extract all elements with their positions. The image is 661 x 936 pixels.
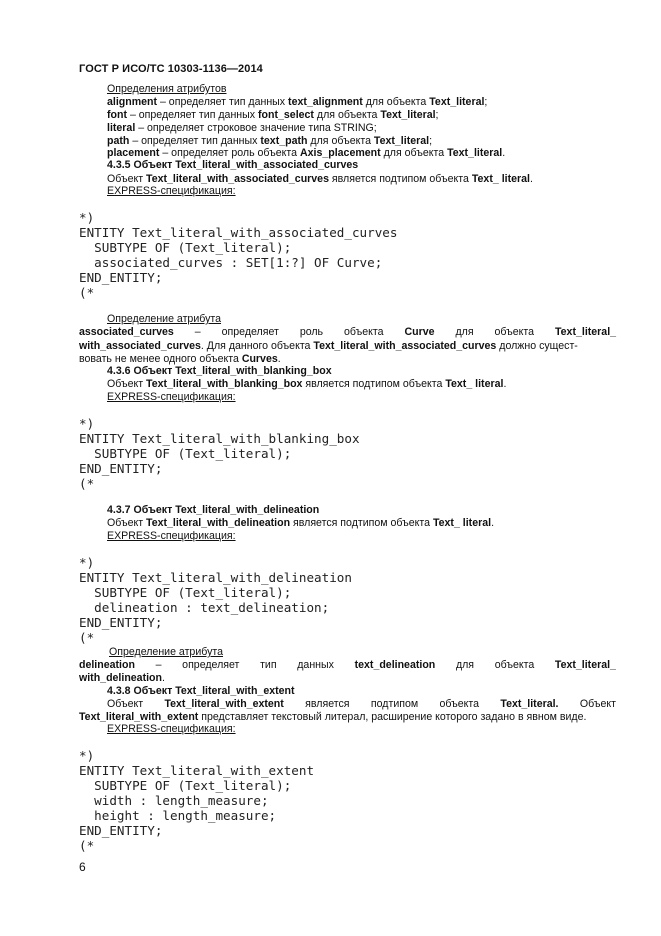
code-line: ENTITY Text_literal_with_delineation xyxy=(79,570,352,585)
code-line: SUBTYPE OF (Text_literal); xyxy=(79,778,292,793)
attr-definition-alignment: alignment – определяет тип данных text_alignment для объекта Text_literal; xyxy=(107,96,488,108)
section-4-3-8-line2: Text_literal_with_extent представляет текстовый литерал, расширение которого задано в явном виде. xyxy=(79,711,587,723)
word: Text_literal_ xyxy=(554,326,617,338)
word: роль xyxy=(299,326,324,338)
code-line: END_ENTITY; xyxy=(79,270,163,285)
section-4-3-8-code xyxy=(79,748,314,853)
code-line: END_ENTITY; xyxy=(79,461,163,476)
section-4-3-6-title: 4.3.6 Объект Text_literal_with_blanking_box xyxy=(107,365,332,377)
attr-definition-font: font – определяет тип данных font_select для объекта Text_literal; xyxy=(107,109,439,121)
word: объекта xyxy=(494,659,535,671)
code-line: ENTITY Text_literal_with_extent xyxy=(79,763,315,778)
code-line: (* xyxy=(79,838,95,853)
page-number: 6 xyxy=(79,860,86,874)
section-4-3-5-title: 4.3.5 Объект Text_literal_with_associated_curves xyxy=(107,159,359,171)
code-line: *) xyxy=(79,210,95,225)
code-line: END_ENTITY; xyxy=(79,615,163,630)
section-4-3-8-line1 xyxy=(107,697,616,711)
word: Text_literal_with_extent xyxy=(164,698,284,710)
word: является xyxy=(305,698,350,710)
word: данных xyxy=(297,659,334,671)
section-4-3-6-express-label: EXPRESS-спецификация: xyxy=(107,391,236,403)
section-4-3-8-title: 4.3.8 Объект Text_literal_with_extent xyxy=(107,685,295,697)
section-4-3-6-paragraph: Объект Text_literal_with_blanking_box является подтипом объекта Text_ literal. xyxy=(107,378,507,390)
attr-definition-path: path – определяет тип данных text_path для объекта Text_literal; xyxy=(107,135,433,147)
word: определяет xyxy=(221,326,279,338)
word: для xyxy=(455,326,474,338)
word: associated_curves xyxy=(79,326,174,338)
code-line: width : length_measure; xyxy=(79,793,269,808)
word: для xyxy=(455,659,475,671)
code-line: delineation : text_delineation; xyxy=(79,600,330,615)
section-4-3-5-paragraph: Объект Text_literal_with_associated_curves является подтипом объекта Text_ literal. xyxy=(107,173,533,185)
document-header: ГОСТ Р ИСО/ТС 10303-1136—2014 xyxy=(79,63,263,75)
section-4-3-7-title: 4.3.7 Объект Text_literal_with_delineation xyxy=(107,504,320,516)
code-line: *) xyxy=(79,748,95,763)
word: Объект xyxy=(579,698,616,710)
word: – xyxy=(155,659,162,671)
section-4-3-5-attr-line3: вовать не менее одного объекта Curves. xyxy=(79,353,281,365)
code-line: ENTITY Text_literal_with_associated_curves xyxy=(79,225,398,240)
code-line: (* xyxy=(79,285,95,300)
word: объекта xyxy=(439,698,480,710)
section-4-3-5-express-label: EXPRESS-спецификация: xyxy=(107,185,236,197)
section-4-3-7-attr-heading: Определение атрибута xyxy=(109,646,224,658)
section-4-3-5-attr-line2: with_associated_curves. Для данного объекта Text_literal_with_associated_curves должно сущест- xyxy=(79,340,578,352)
section-4-3-7-attr-line1 xyxy=(79,658,616,672)
section-4-3-5-code xyxy=(79,210,397,300)
word: тип xyxy=(260,659,277,671)
section-4-3-5-attr-line1 xyxy=(79,325,616,339)
word: – xyxy=(194,326,201,338)
code-line: END_ENTITY; xyxy=(79,823,163,838)
word: text_delineation xyxy=(354,659,436,671)
word: Text_literal_ xyxy=(554,659,616,671)
code-line: SUBTYPE OF (Text_literal); xyxy=(79,446,292,461)
section-4-3-7-attr-line2: with_delineation. xyxy=(79,672,165,684)
word: подтипом xyxy=(370,698,419,710)
code-line: associated_curves : SET[1:?] OF Curve; xyxy=(79,255,383,270)
section-4-3-7-express-label: EXPRESS-спецификация: xyxy=(107,530,236,542)
code-line: SUBTYPE OF (Text_literal); xyxy=(79,585,292,600)
code-line: ENTITY Text_literal_with_blanking_box xyxy=(79,431,360,446)
attr-definition-literal: literal – определяет строковое значение типа STRING; xyxy=(107,122,377,134)
word: определяет xyxy=(182,659,240,671)
code-line: *) xyxy=(79,416,95,431)
section-4-3-5-attr-heading: Определение атрибута xyxy=(107,313,222,325)
section-4-3-8-express-label: EXPRESS-спецификация: xyxy=(107,723,236,735)
section-4-3-6-code xyxy=(79,416,360,491)
word: Объект xyxy=(107,698,144,710)
code-line: height : length_measure; xyxy=(79,808,277,823)
word: объекта xyxy=(344,326,384,338)
code-line: (* xyxy=(79,476,95,491)
section-4-3-7-code xyxy=(79,555,352,645)
attr-definition-placement: placement – определяет роль объекта Axis_placement для объекта Text_literal. xyxy=(107,147,506,159)
word: Curve xyxy=(404,326,435,338)
word: объекта xyxy=(494,326,535,338)
word: delineation xyxy=(79,659,135,671)
code-line: SUBTYPE OF (Text_literal); xyxy=(79,240,292,255)
code-line: *) xyxy=(79,555,95,570)
attr-definitions-heading: Определения атрибутов xyxy=(107,83,227,95)
word: Text_literal. xyxy=(500,698,559,710)
code-line: (* xyxy=(79,630,95,645)
section-4-3-7-paragraph: Объект Text_literal_with_delineation является подтипом объекта Text_ literal. xyxy=(107,517,495,529)
